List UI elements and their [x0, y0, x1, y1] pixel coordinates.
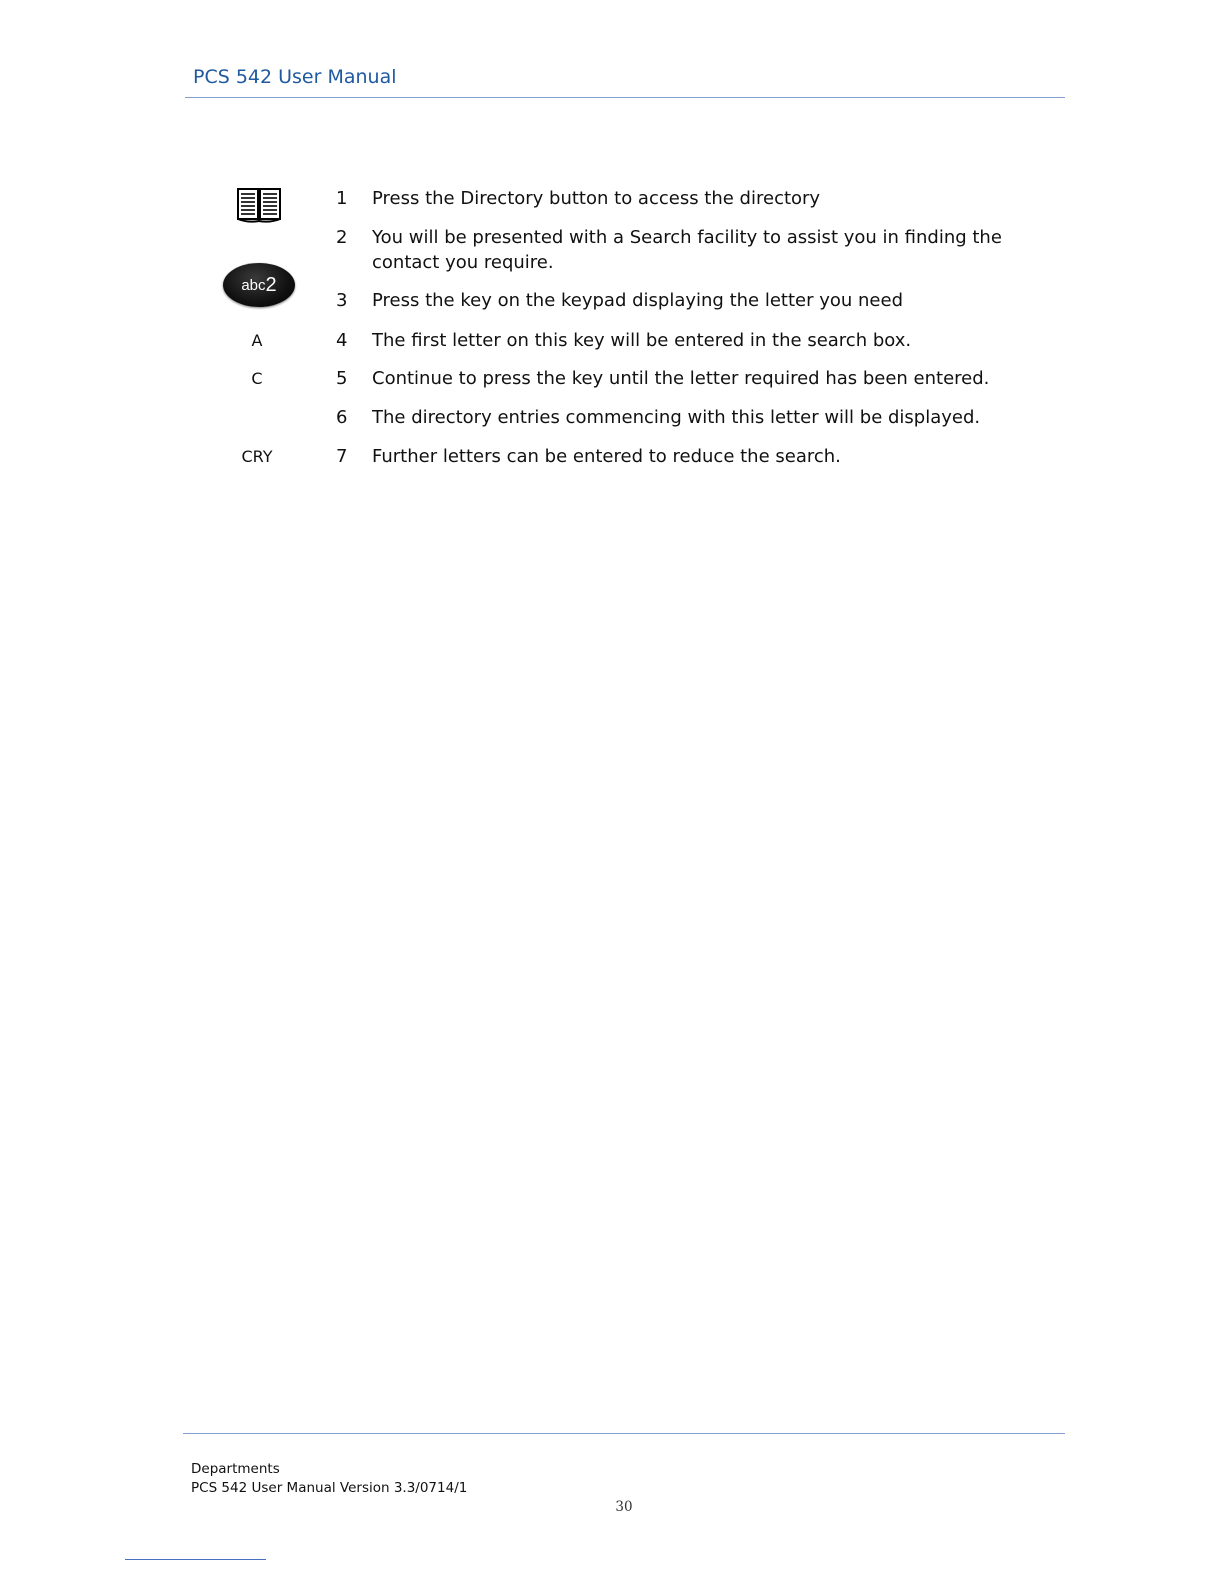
- keypad-key-letters: abc: [241, 276, 266, 294]
- step-text: The directory entries commencing with this letter will be displayed.: [372, 407, 981, 428]
- step-number: 5: [336, 368, 348, 389]
- page-number: 30: [615, 1499, 633, 1515]
- step-number: 7: [336, 446, 348, 467]
- keypad-key-digit: 2: [265, 273, 277, 296]
- search-entry-label: C: [251, 369, 263, 388]
- footer-link-underline: [125, 1559, 266, 1560]
- step-number: 4: [336, 330, 348, 351]
- step-text: Press the key on the keypad displaying the letter you need: [372, 290, 903, 311]
- step-number: 3: [336, 290, 348, 311]
- step-number: 6: [336, 407, 348, 428]
- footer-section: Departments: [191, 1461, 280, 1477]
- step-text: You will be presented with a Search facility to assist you in finding the contact you require.: [372, 227, 1002, 273]
- search-entry-label: CRY: [241, 447, 273, 466]
- step-text: The first letter on this key will be entered in the search box.: [372, 330, 912, 351]
- step-number: 2: [336, 227, 348, 248]
- keypad-key-abc2-icon: [223, 263, 295, 307]
- step-text: Continue to press the key until the letter required has been entered.: [372, 368, 990, 389]
- search-entry-label: A: [251, 331, 263, 350]
- page-title: PCS 542 User Manual: [193, 66, 397, 88]
- step-text: Further letters can be entered to reduce the search.: [372, 446, 841, 467]
- directory-book-icon: [237, 188, 281, 224]
- header-divider: [185, 97, 1065, 98]
- step-number: 1: [336, 188, 348, 209]
- step-text: Press the Directory button to access the directory: [372, 188, 821, 209]
- footer-divider: [183, 1433, 1065, 1434]
- footer-version: PCS 542 User Manual Version 3.3/0714/1: [191, 1480, 468, 1496]
